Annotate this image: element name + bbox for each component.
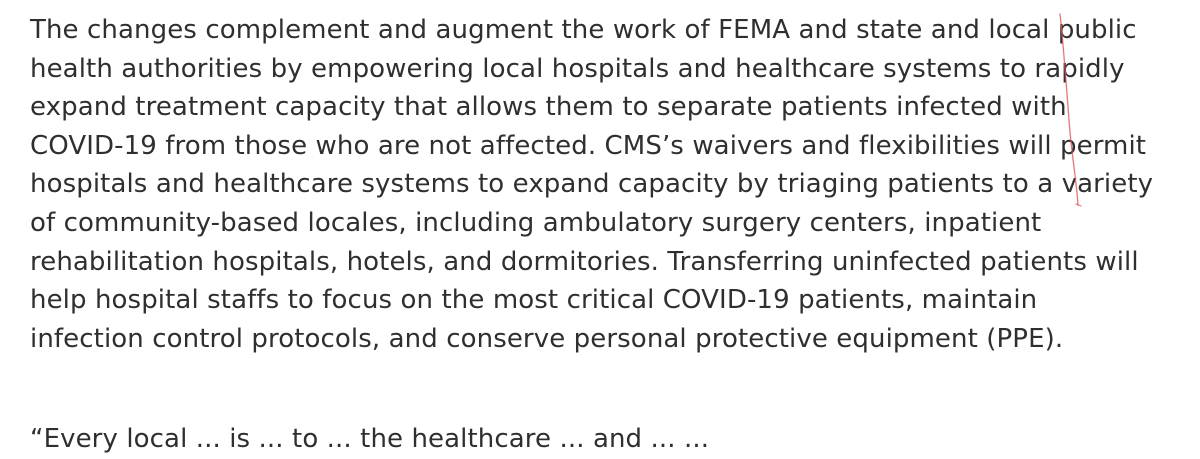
paragraph-line: expand treatment capacity that allows them to separate patients infected with bbox=[30, 92, 1067, 123]
paragraph-2 bbox=[30, 420, 709, 459]
paragraph-line: rehabilitation hospitals, hotels, and dormitories. Transferring uninfected patients will bbox=[30, 246, 1139, 277]
article-body bbox=[30, 0, 1190, 454]
paragraph-line: The changes complement and augment the work of FEMA and state and local public bbox=[30, 15, 1137, 45]
paragraph-line: COVID-19 from those who are not affected. CMS’s waivers and flexibilities will permit bbox=[30, 130, 1147, 161]
paragraph-line: help hospital staffs to focus on the most critical COVID-19 patients, maintain bbox=[30, 285, 1038, 316]
paragraph-line: “Every local ... is ... to ... the healthcare ... and ... ... bbox=[30, 424, 710, 454]
paragraph-line: of community-based locales, including ambulatory surgery centers, inpatient bbox=[30, 207, 1042, 238]
paragraph-line: hospitals and healthcare systems to expand capacity by triaging patients to a variety bbox=[30, 169, 1154, 200]
paragraph-line: health authorities by empowering local hospitals and healthcare systems to rapidly bbox=[30, 53, 1125, 84]
paragraph-line: infection control protocols, and conserve personal protective equipment (PPE). bbox=[30, 323, 1064, 354]
paragraph-1 bbox=[30, 0, 1190, 358]
